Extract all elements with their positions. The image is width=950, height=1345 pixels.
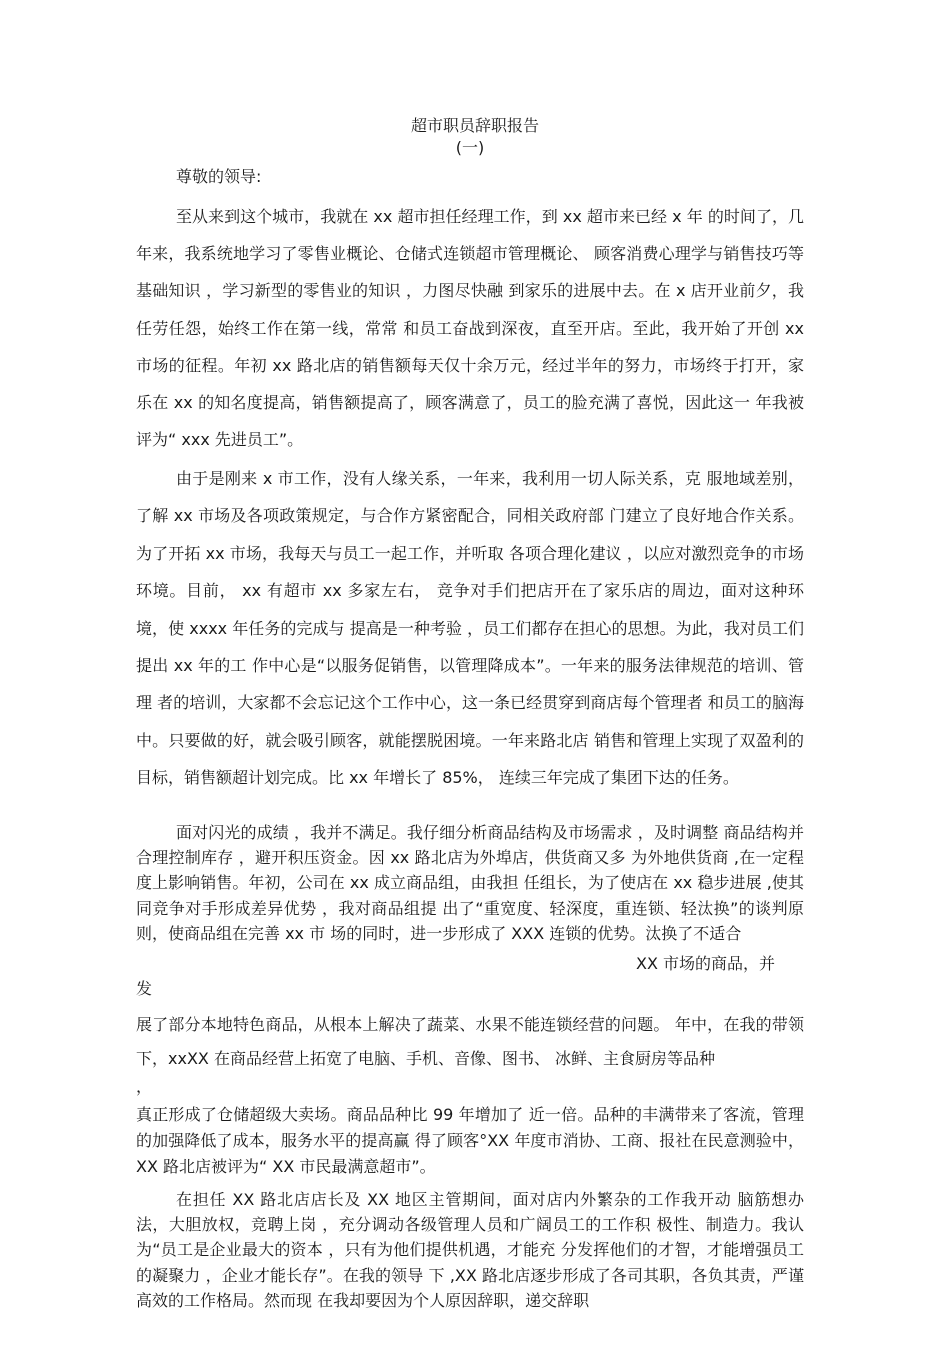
paragraph-2: 由于是刚来 x 市工作，没有人缘关系，一年来，我利用一切人际关系，克 服地域差别，了解 xx 市场及各项政策规定，与合作方紧密配合，同相关政府部 门建立了良好地合作关系。为了开拓 xx 市场，我每天与员工一起工作，并听取 各项合理化建议 ，以应对激烈竞争的市场环境。目前， xx 有超市 xx 多家左右， 竞争对手们把店开在了家乐店的周边，面对这种环境，使 xxxx 年任务的完成与 提高是一种考验 ，员工们都存在担心的思想。为此，我对员工们提出 xx 年的工 作中心是“以服务促销售，以管理降成本”。一年来的服务法律规范的培训、管理 者的培训，大家都不会忘记这个工作中心，这一条已经贯穿到商店每个管理者 和员工的脑海中。只要做的好，就会吸引顾客，就能摆脱困境。一年来路北店 销售和管理上实现了双盈利的目标，销售额超计划完成。比 xx 年增长了 85%， 连续三年完成了集团下达的任务。 bbox=[136, 469, 804, 788]
paragraph-1: 至从来到这个城市，我就在 xx 超市担任经理工作，到 xx 超市来已经 x 年 的时间了，几年来，我系统地学习了零售业概论、仓储式连锁超市管理概论、 顾客消费心理学与销售技巧等基础知识 ，学习新型的零售业的知识 ，力图尽快融 到家乐的进展中去。在 x 店开业前夕，我任劳任怨，始终工作在第一线，常常 和员工奋战到深夜，直至开店。至此，我开始了开创 xx 市场的征程。年初 xx 路北店的销售额每天仅十余万元，经过半年的努力，市场终于打开，家乐在 xx 的知名度提高，销售额提高了，顾客满意了，员工的脸充满了喜悦，因此这一 年我被评为“ xxx 先进员工”。 bbox=[136, 207, 804, 450]
paragraph-3-fa: 发 bbox=[136, 979, 153, 998]
paragraph-3-right-fragment: XX 市场的商品，并 bbox=[636, 954, 776, 973]
salutation: 尊敬的领导: bbox=[176, 167, 262, 186]
paragraph-3: 面对闪光的成绩 ，我并不满足。我仔细分析商品结构及市场需求 ，及时调整 商品结构并合理控制库存 ，避开积压资金。因 xx 路北店为外埠店，供货商又多 为外地供货商 ,在一定程度上影响销售。年初，公司在 xx 成立商品组，由我担 任组长，为了使店在 xx 稳步进展 ,使其同竞争对手形成差异优势 ，我对商品组提 出了“重宽度、轻深度，重连锁、轻汰换”的谈判原则，使商品组在完善 xx 市 场的同时，进一步形成了 XXX 连锁的优势。汰换了不适合 bbox=[136, 823, 804, 943]
document-subtitle: (一) bbox=[455, 138, 485, 157]
document-title: 超市职员辞职报告 bbox=[410, 116, 539, 135]
paragraph-3-continued: 展了部分本地特色商品，从根本上解决了蔬菜、水果不能连锁经营的问题。 年中，在我的带领下，xxXX 在商品经营上拓宽了电脑、手机、音像、图书、 冰鲜、主食厨房等品种 bbox=[136, 1015, 804, 1068]
paragraph-4: 在担任 XX 路北店店长及 XX 地区主管期间，面对店内外繁杂的工作我开动 脑筋想办法，大胆放权，竞聘上岗 ，充分调动各级管理人员和广阔员工的工作积 极性、制造力。我认为“员工是企业最大的资本 ，只有为他们提供机遇，才能充 分发挥他们的才智，才能增强员工的凝聚力 ，企业才能长存”。在我的领导 下 ,XX 路北店逐步形成了各司其职，各负其责，严谨高效的工作格局。然而现 在我却要因为个人原因辞职，递交辞职 bbox=[136, 1190, 804, 1310]
paragraph-3-comma: ， bbox=[136, 1077, 153, 1096]
paragraph-3-continued-2: 真正形成了仓储超级大卖场。商品品种比 99 年增加了 近一倍。品种的丰满带来了客流，管理的加强降低了成本，服务水平的提高赢 得了顾客°XX 年度市消协、工商、报社在民意测验中， XX 路北店被评为“ XX 市民最满意超市”。 bbox=[136, 1105, 804, 1176]
